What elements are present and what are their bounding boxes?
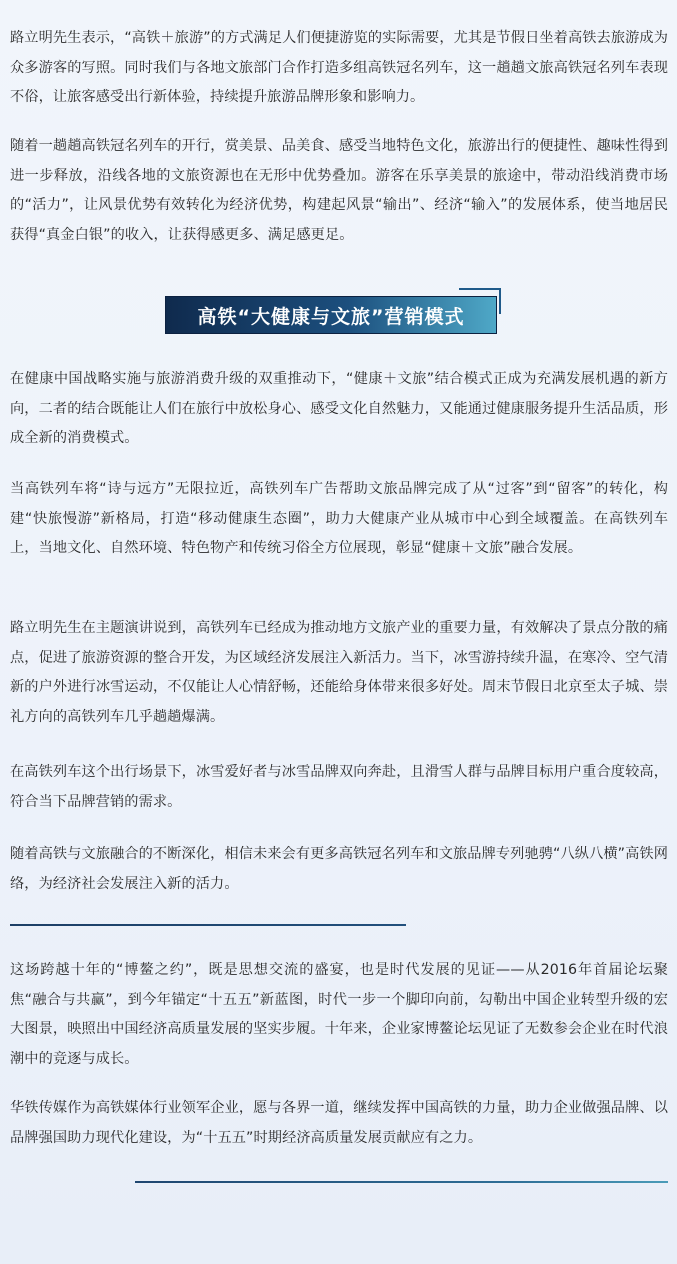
paragraph-named-trains: 随着一趟趟高铁冠名列车的开行，赏美景、品美食、感受当地特色文化，旅游出行的便捷性、趣味性得到进一步释放，沿线各地的文旅资源也在无形中优势叠加。游客在乐享美景的旅途中，带动沿线消费市场的“活力”，让风景优势有效转化为经济优势，构建起风景“输出”、经济“输入”的发展体系，使当地居民获得“真金白银”的收入，让获得感更多、满足感更足。	[10, 138, 668, 243]
paragraph-future-outlook: 随着高铁与文旅融合的不断深化，相信未来会有更多高铁冠名列车和文旅品牌专列驰骋“八纵八横”高铁网络，为经济社会发展注入新的活力。	[10, 846, 668, 892]
paragraph-ice-snow-fans: 在高铁列车这个出行场景下，冰雪爱好者与冰雪品牌双向奔赴，且滑雪人群与品牌目标用户重合度较高，符合当下品牌营销的需求。	[10, 764, 668, 810]
section-divider-1	[10, 924, 406, 926]
section-heading-banner	[165, 296, 497, 334]
paragraph-huatie-media: 华铁传媒作为高铁媒体行业领军企业，愿与各界一道，继续发挥中国高铁的力量，助力企业做强品牌、以品牌强国助力现代化建设，为“十五五”时期经济高质量发展贡献应有之力。	[10, 1100, 668, 1146]
paragraph-boao-forum: 这场跨越十年的“博鳌之约”，既是思想交流的盛宴，也是时代发展的见证——从2016年首届论坛聚焦“融合与共赢”，到今年锚定“十五五”新蓝图，时代一步一个脚印向前，勾勒出中国企业转型升级的宏大图景，映照出中国经济高质量发展的坚实步履。十年来，企业家博鳌论坛见证了无数参会企业在时代浪潮中的竞逐与成长。	[10, 962, 668, 1067]
paragraph-health-tourism: 在健康中国战略实施与旅游消费升级的双重推动下，“健康＋文旅”结合模式正成为充满发展机遇的新方向，二者的结合既能让人们在旅行中放松身心、感受文化自然魅力，又能通过健康服务提升生活品质，形成全新的消费模式。	[10, 371, 668, 446]
paragraph-high-speed-tourism: 路立明先生表示，“高铁＋旅游”的方式满足人们便捷游览的实际需要，尤其是节假日坐着高铁去旅游成为众多游客的写照。同时我们与各地文旅部门合作打造多组高铁冠名列车，这一趟趟文旅高铁冠名列车表现不俗，让旅客感受出行新体验，持续提升旅游品牌形象和影响力。	[10, 30, 668, 105]
section-heading-title: 高铁“大健康与文旅”营销模式	[197, 305, 465, 328]
paragraph-keynote-speech: 路立明先生在主题演讲说到，高铁列车已经成为推动地方文旅产业的重要力量，有效解决了景点分散的痛点，促进了旅游资源的整合开发，为区域经济发展注入新活力。当下，冰雪游持续升温，在寒冷、空气清新的户外进行冰雪运动，不仅能让人心情舒畅，还能给身体带来很多好处。周末节假日北京至太子城、崇礼方向的高铁列车几乎趟趟爆满。	[10, 620, 668, 725]
section-divider-2	[135, 1181, 668, 1183]
paragraph-poetry-and-distance: 当高铁列车将“诗与远方”无限拉近，高铁列车广告帮助文旅品牌完成了从“过客”到“留客”的转化，构建“快旅慢游”新格局，打造“移动健康生态圈”，助力大健康产业从城市中心到全域覆盖。在高铁列车上，当地文化、自然环境、特色物产和传统习俗全方位展现，彰显“健康＋文旅”融合发展。	[10, 481, 668, 556]
section-heading	[165, 288, 501, 336]
